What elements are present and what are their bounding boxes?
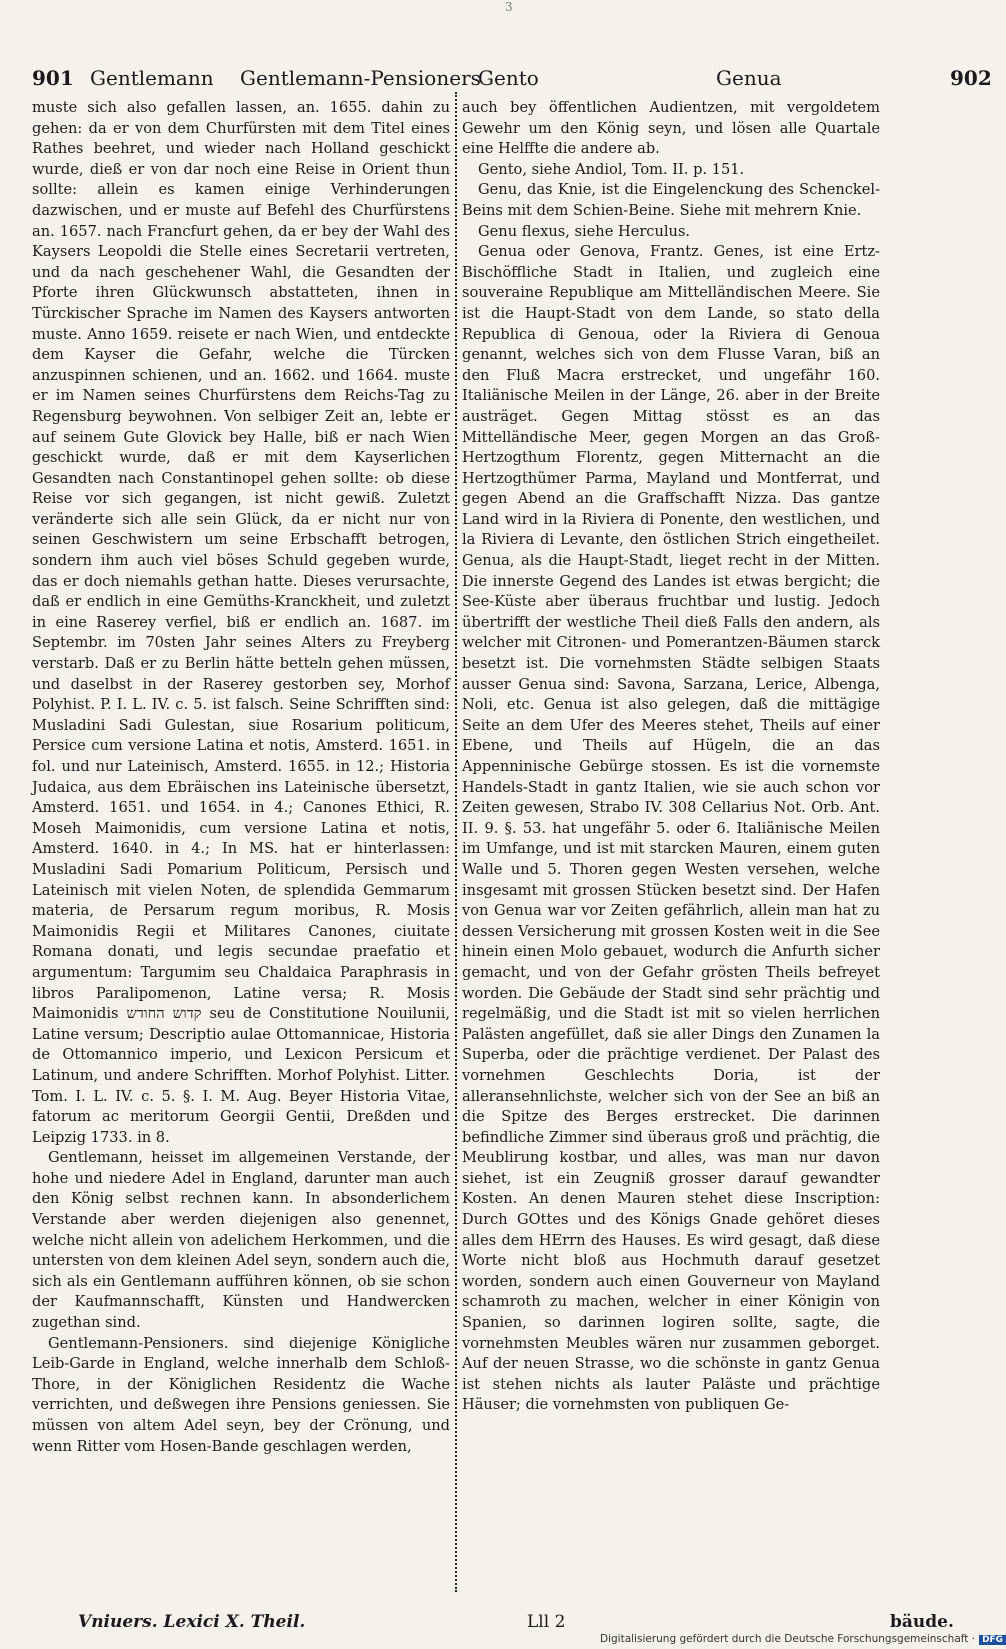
- credit-text: Digitalisierung gefördert durch die Deutsche Forschungsgemeinschaft ·: [600, 1633, 976, 1645]
- right-keyword: Genua: [716, 66, 782, 90]
- digitization-credit: [600, 1633, 1004, 1645]
- footer-signature-code: Lll 2: [527, 1612, 566, 1632]
- footer-signature: Vniuers. Lexici X. Theil.: [78, 1612, 306, 1632]
- entry-genu: Genu, das Knie, ist die Eingelenckung des Schenckel-Beins mit dem Schien-Beine. Siehe mit mehrern Knie.: [462, 181, 880, 219]
- dfg-logo-badge: DFG: [979, 1635, 1006, 1645]
- right-column: [462, 98, 880, 1416]
- entry-genua: Genua oder Genova, Frantz. Genes, ist eine Ertz-Bischöffliche Stadt in Italien, und zugleich eine souveraine Republique am Mittelländischen Meere. Sie ist die Haupt-Stadt von dem Lande, so stato della Republica di Genoua, oder la Riviera di Genoua genannt, welches sich von dem Flusse Varan, biß an den Fluß Macra erstrecket, und ungefähr 160. Italiänische Meilen in der Länge, 26. aber in der Breite austräget. Gegen Mittag stösst es an das Mittelländische Meer, gegen Morgen an das Groß-Hertzogthum Florentz, gegen Mitternacht an die Hertzogthümer Parma, Mayland und Montferrat, und gegen Abend an die Graffschafft Nizza. Das gantze Land wird in la Riviera di Ponente, den westlichen, und la Riviera di Levante, den östlichen Strich eingetheilet. Genua, als die Haupt-Stadt, lieget recht in der Mitten. Die innerste Gegend des Landes ist etwas bergicht; die See-Küste aber überaus fruchtbar und lustig. Jedoch übertrifft der westliche Theil dieß Falls den andern, als welcher mit Citronen- und Pomerantzen-Bäumen starck besetzt ist. Die vornehmsten Städte selbigen Staats ausser Genua sind: Savona, Sarzana, Lerice, Albenga, Noli, etc. Genua ist also gelegen, daß die mittägige Seite an dem Ufer des Meeres stehet, Theils auf einer Ebene, und Theils auf Hügeln, die an das Appenninische Gebürge stossen. Es ist die vornemste Handels-Stadt in gantz Italien, wie sie auch schon vor Zeiten gewesen, Strabo IV. 308 Cellarius Not. Orb. Ant. II. 9. §. 53. hat ungefähr 5. oder 6. Italiänische Meilen im Umfange, und ist mit starcken Mauren, einem guten Walle und 5. Thoren gegen Westen versehen, welche insgesamt mit grossen Stücken besetzt sind. Der Hafen von Genua war vor Zeiten gefährlich, allein man hat zu dessen Versicherung mit grossen Kosten weit in die See hinein einen Molo gebauet, wodurch die Anfurth sicher gemacht, und von der Gefahr grösten Theils befreyet worden. Die Gebäude der Stadt sind sehr prächtig und regelmäßig, und die Stadt ist mit so vielen herrlichen Palästen angefüllet, daß sie aller Dings den Zunamen la Superba, oder die prächtige verdienet. Der Palast des vornehmen Geschlechts Doria, ist der alleransehnlichste, welcher sich von der See an biß an die Spitze des Berges erstrecket. Die darinnen befindliche Zimmer sind überaus groß und prächtig, die Meublirung kostbar, und alles, was man nur davon siehet, ist ein Zeugniß grosser darauf gewandter Kosten. An denen Mauren stehet diese Inscription: Durch GOttes und des Königs Gnade gehöret dieses alles dem HErrn des Hauses. Es wird gesagt, daß diese Worte nicht bloß aus Hochmuth darauf gesetzet worden, sondern auch einen Gouverneur von Mayland schamroth zu machen, welcher in einer Königin von Spanien, so darinnen logiren sollte, sagte, die vornehmsten Meubles wären nur zusammen geborget. Auf der neuen Strasse, wo die schönste in gantz Genua ist stehen nichts als lauter Paläste und prächtige Häuser; die vornehmsten von publiquen Ge-: [462, 243, 880, 1414]
- top-mark: 3: [505, 0, 513, 14]
- entry-gento: Gento, siehe Andiol, Tom. II. p. 151.: [478, 160, 745, 178]
- entry-pensioners-continued: auch bey öffentlichen Audientzen, mit vergoldetem Gewehr um den König seyn, und lösen alle Quartale eine Helffte die andere ab.: [462, 99, 880, 158]
- running-header: [30, 58, 990, 90]
- left-keyword: Gentlemann: [90, 66, 214, 90]
- entry-genu-flexus: Genu flexus, siehe Herculus.: [478, 222, 691, 240]
- right-page-number: 902: [950, 66, 992, 90]
- footer-catchword: bäude.: [890, 1612, 954, 1632]
- entry-gentlemann-pensioners: Gentlemann-Pensioners. sind diejenige Königliche Leib-Garde in England, welche innerhalb dem Schloß-Thore, in der Königlichen Residentz die Wache verrichten, und deßwegen ihre Pensions geniessen. Sie müssen von altem Adel seyn, bey der Crönung, und wenn Ritter vom Hosen-Bande geschlagen werden,: [32, 1334, 450, 1455]
- right-range: Gento: [478, 66, 539, 90]
- entry-gentlemann: Gentlemann, heisset im allgemeinen Verstande, der hohe und niedere Adel in England, darunter man auch den König selbst rechnen kann. In absonderlichem Verstande aber werden diejenigen also genennet, welche nicht allein von adelichem Herkommen, und die untersten von dem kleinen Adel seyn, sondern auch die, sich als ein Gentlemann aufführen können, ob sie schon der Kaufmannschafft, Künsten und Handwercken zugethan sind.: [32, 1149, 450, 1332]
- left-page-number: 901: [32, 66, 74, 90]
- column-divider: [455, 92, 457, 1592]
- entry-gentius-continued: muste sich also gefallen lassen, an. 1655. dahin zu gehen: da er von dem Churfürsten mit dem Titel eines Rathes beehret, und wieder nach Holland geschickt wurde, dieß er von dar noch eine Reise in Orient thun sollte: allein es kamen einige Verhinderungen dazwischen, und er muste auf Befehl des Churfürstens an. 1657. nach Francfurt gehen, da er bey der Wahl des Kaysers Leopoldi die Stelle eines Secretarii vertreten, und da nach geschehener Wahl, die Gesandten der Pforte ihren Glückwunsch abstatteten, ihnen in Türckischer Sprache im Namen des Kaysers antworten muste. Anno 1659. reisete er nach Wien, und entdeckte dem Kayser die Gefahr, welche die Türcken anzuspinnen schienen, und an. 1662. und 1664. muste er im Namen seines Churfürstens dem Reichs-Tag zu Regensburg beywohnen. Von selbiger Zeit an, lebte er auf seinem Gute Glovick bey Halle, biß er nach Wien geschickt wurde, daß er mit dem Kayserlichen Gesandten nach Constantinopel gehen sollte: ob diese Reise vor sich gegangen, ist nicht gewiß. Zuletzt veränderte sich alle sein Glück, da er nicht nur von seinen Geschwistern um seine Erbschafft betrogen, sondern ihm auch viel böses Schuld gegeben wurde, das er doch niemahls gethan hatte. Dieses verursachte, daß er endlich in eine Gemüths-Kranckheit, und zuletzt in eine Raserey verfiel, biß er endlich an. 1687. im Septembr. im 70sten Jahr seines Alters zu Freyberg verstarb. Daß er zu Berlin hätte betteln gehen müssen, und daselbst in der Raserey gestorben sey, Morhof Polyhist. P. I. L. IV. c. 5. ist falsch. Seine Schrifften sind: Musladini Sadi Gulestan, siue Rosarium politicum, Persice cum versione Latina et notis, Amsterd. 1651. in fol. und nur Lateinisch, Amsterd. 1655. in 12.; Historia Judaica, aus dem Ebräischen ins Lateinische übersetzt, Amsterd. 1651. und 1654. in 4.; Canones Ethici, R. Moseh Maimonidis, cum versione Latina et notis, Amsterd. 1640. in 4.; In MS. hat er hinterlassen: Musladini Sadi Pomarium Politicum, Persisch und Lateinisch mit vielen Noten, de splendida Gemmarum materia, de Persarum regum moribus, R. Mosis Maimonidis Regii et Militares Canones, ciuitate Romana donati, und legis secundae praefatio et argumentum: Targumim seu Chaldaica Paraphrasis in libros Paralipomenon, Latine versa; R. Mosis Maimonidis קדוש החודש seu de Constitutione Nouilunii, Latine versum; Descriptio aulae Ottomannicae, Historia de Ottomannico imperio, und Lexicon Persicum et Latinum, und andere Schrifften. Morhof Polyhist. Litter. Tom. I. L. IV. c. 5. §. I. M. Aug. Beyer Historia Vitae, fatorum ac meritorum Georgii Gentii, Dreßden und Leipzig 1733. in 8.: [32, 99, 450, 1146]
- left-column: [32, 98, 450, 1457]
- left-range: Gentlemann-Pensioners: [240, 66, 481, 90]
